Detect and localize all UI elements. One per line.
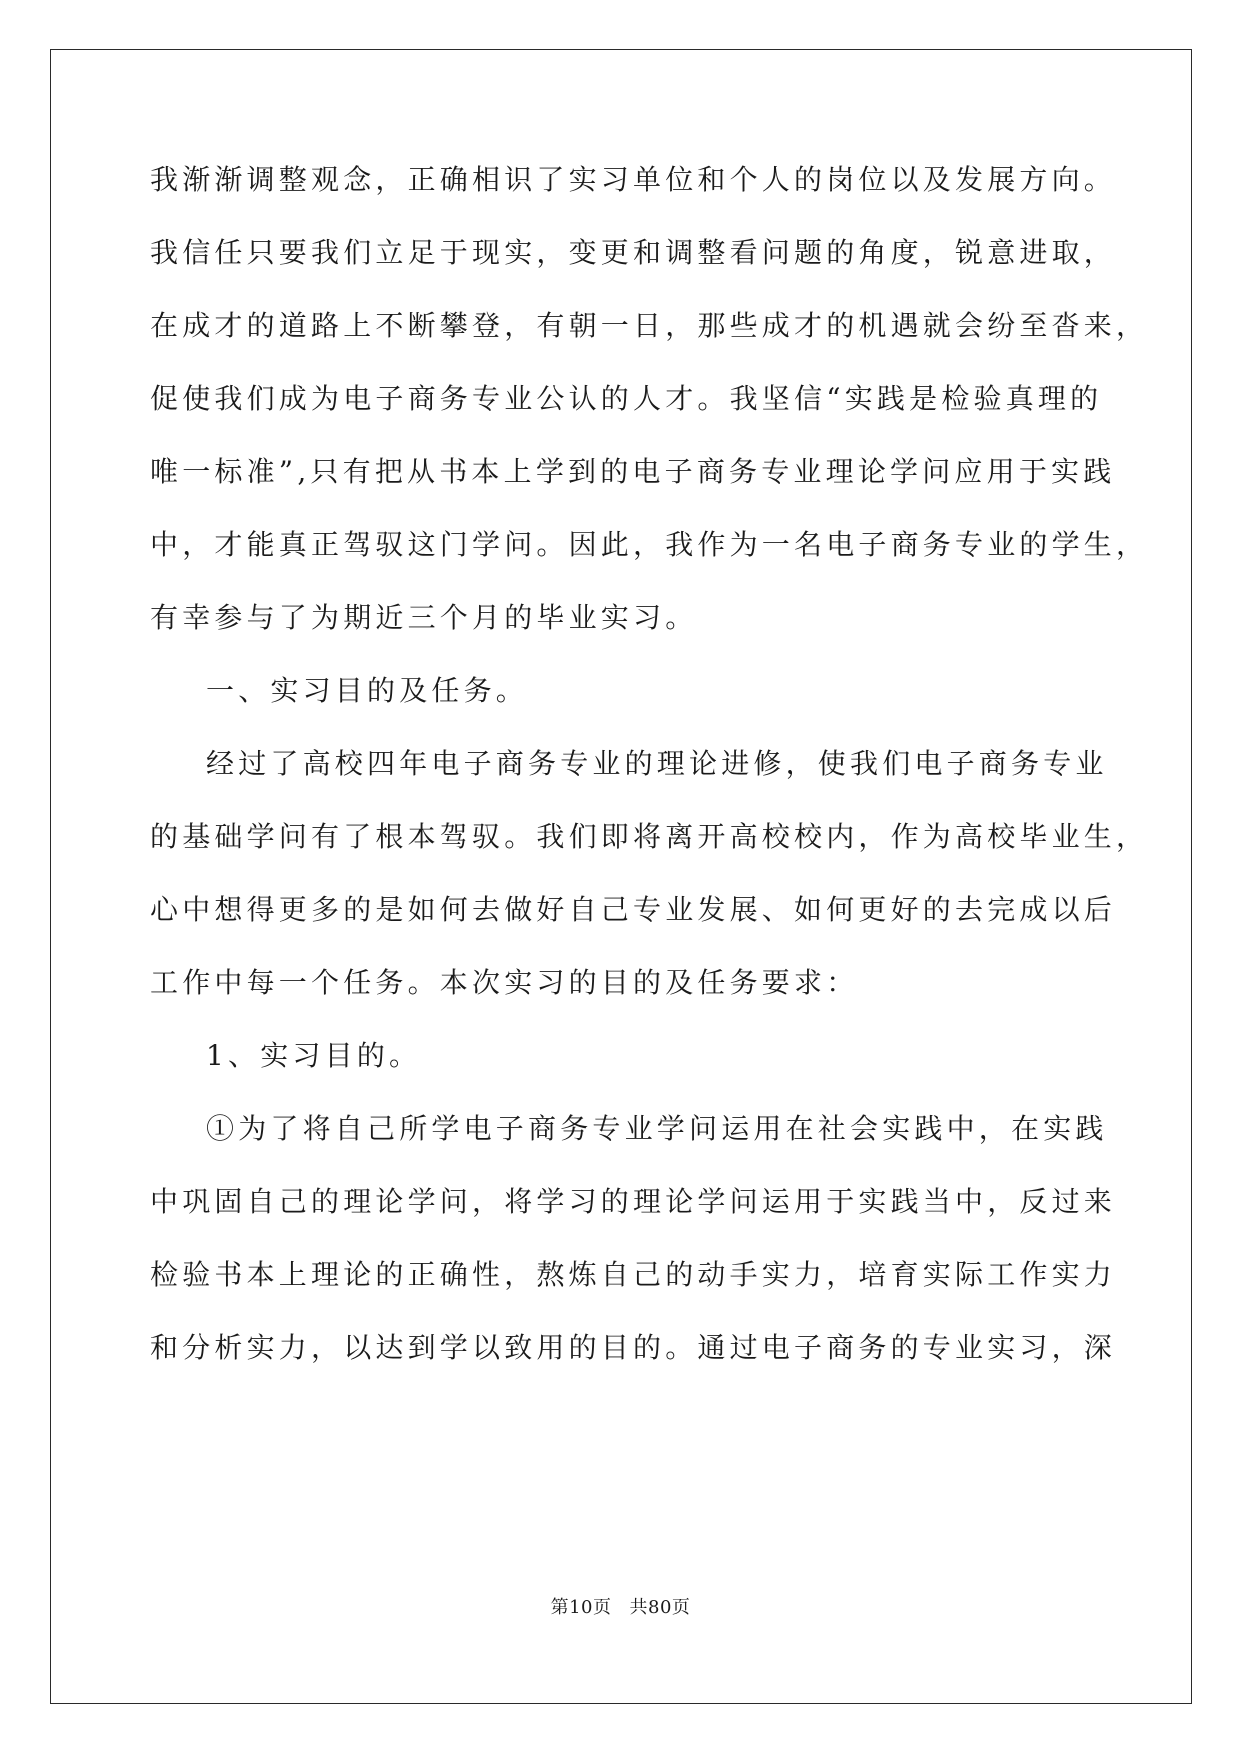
text-line-2: 我信任只要我们立足于现实，变更和调整看问题的角度，锐意进取， (150, 236, 1117, 269)
page-border (50, 49, 1192, 1704)
text-line-17: 和分析实力，以达到学以致用的目的。通过电子商务的专业实习，深 (150, 1331, 1117, 1364)
text-line-15: 中巩固自己的理论学问，将学习的理论学问运用于实践当中，反过来 (150, 1185, 1117, 1218)
section-heading: 一、实习目的及任务。 (206, 674, 529, 707)
text-line-14: ①为了将自己所学电子商务专业学问运用在社会实践中，在实践 (206, 1112, 1108, 1145)
text-line-7: 有幸参与了为期近三个月的毕业实习。 (150, 601, 698, 634)
page-total: 共80页 (629, 1597, 691, 1618)
subsection-heading: 1、实习目的。 (206, 1039, 422, 1072)
text-line-5: 唯一标准”,只有把从书本上学到的电子商务专业理论学问应用于实践 (150, 455, 1116, 488)
text-line-4: 促使我们成为电子商务专业公认的人才。我坚信“实践是检验真理的 (150, 382, 1103, 415)
page-footer (0, 1596, 1241, 1620)
text-line-12: 工作中每一个任务。本次实习的目的及任务要求： (150, 966, 859, 999)
text-line-3: 在成才的道路上不断攀登，有朝一日，那些成才的机遇就会纷至沓来， (150, 309, 1149, 342)
text-line-16: 检验书本上理论的正确性，熬炼自己的动手实力，培育实际工作实力 (150, 1258, 1117, 1291)
text-line-6: 中，才能真正驾驭这门学问。因此，我作为一名电子商务专业的学生， (150, 528, 1149, 561)
text-line-10: 的基础学问有了根本驾驭。我们即将离开高校校内，作为高校毕业生， (150, 820, 1149, 853)
text-line-1: 我渐渐调整观念，正确相识了实习单位和个人的岗位以及发展方向。 (150, 163, 1117, 196)
text-line-11: 心中想得更多的是如何去做好自己专业发展、如何更好的去完成以后 (150, 893, 1117, 926)
page-number: 第10页 (550, 1597, 612, 1618)
text-line-9: 经过了高校四年电子商务专业的理论进修，使我们电子商务专业 (206, 747, 1108, 780)
